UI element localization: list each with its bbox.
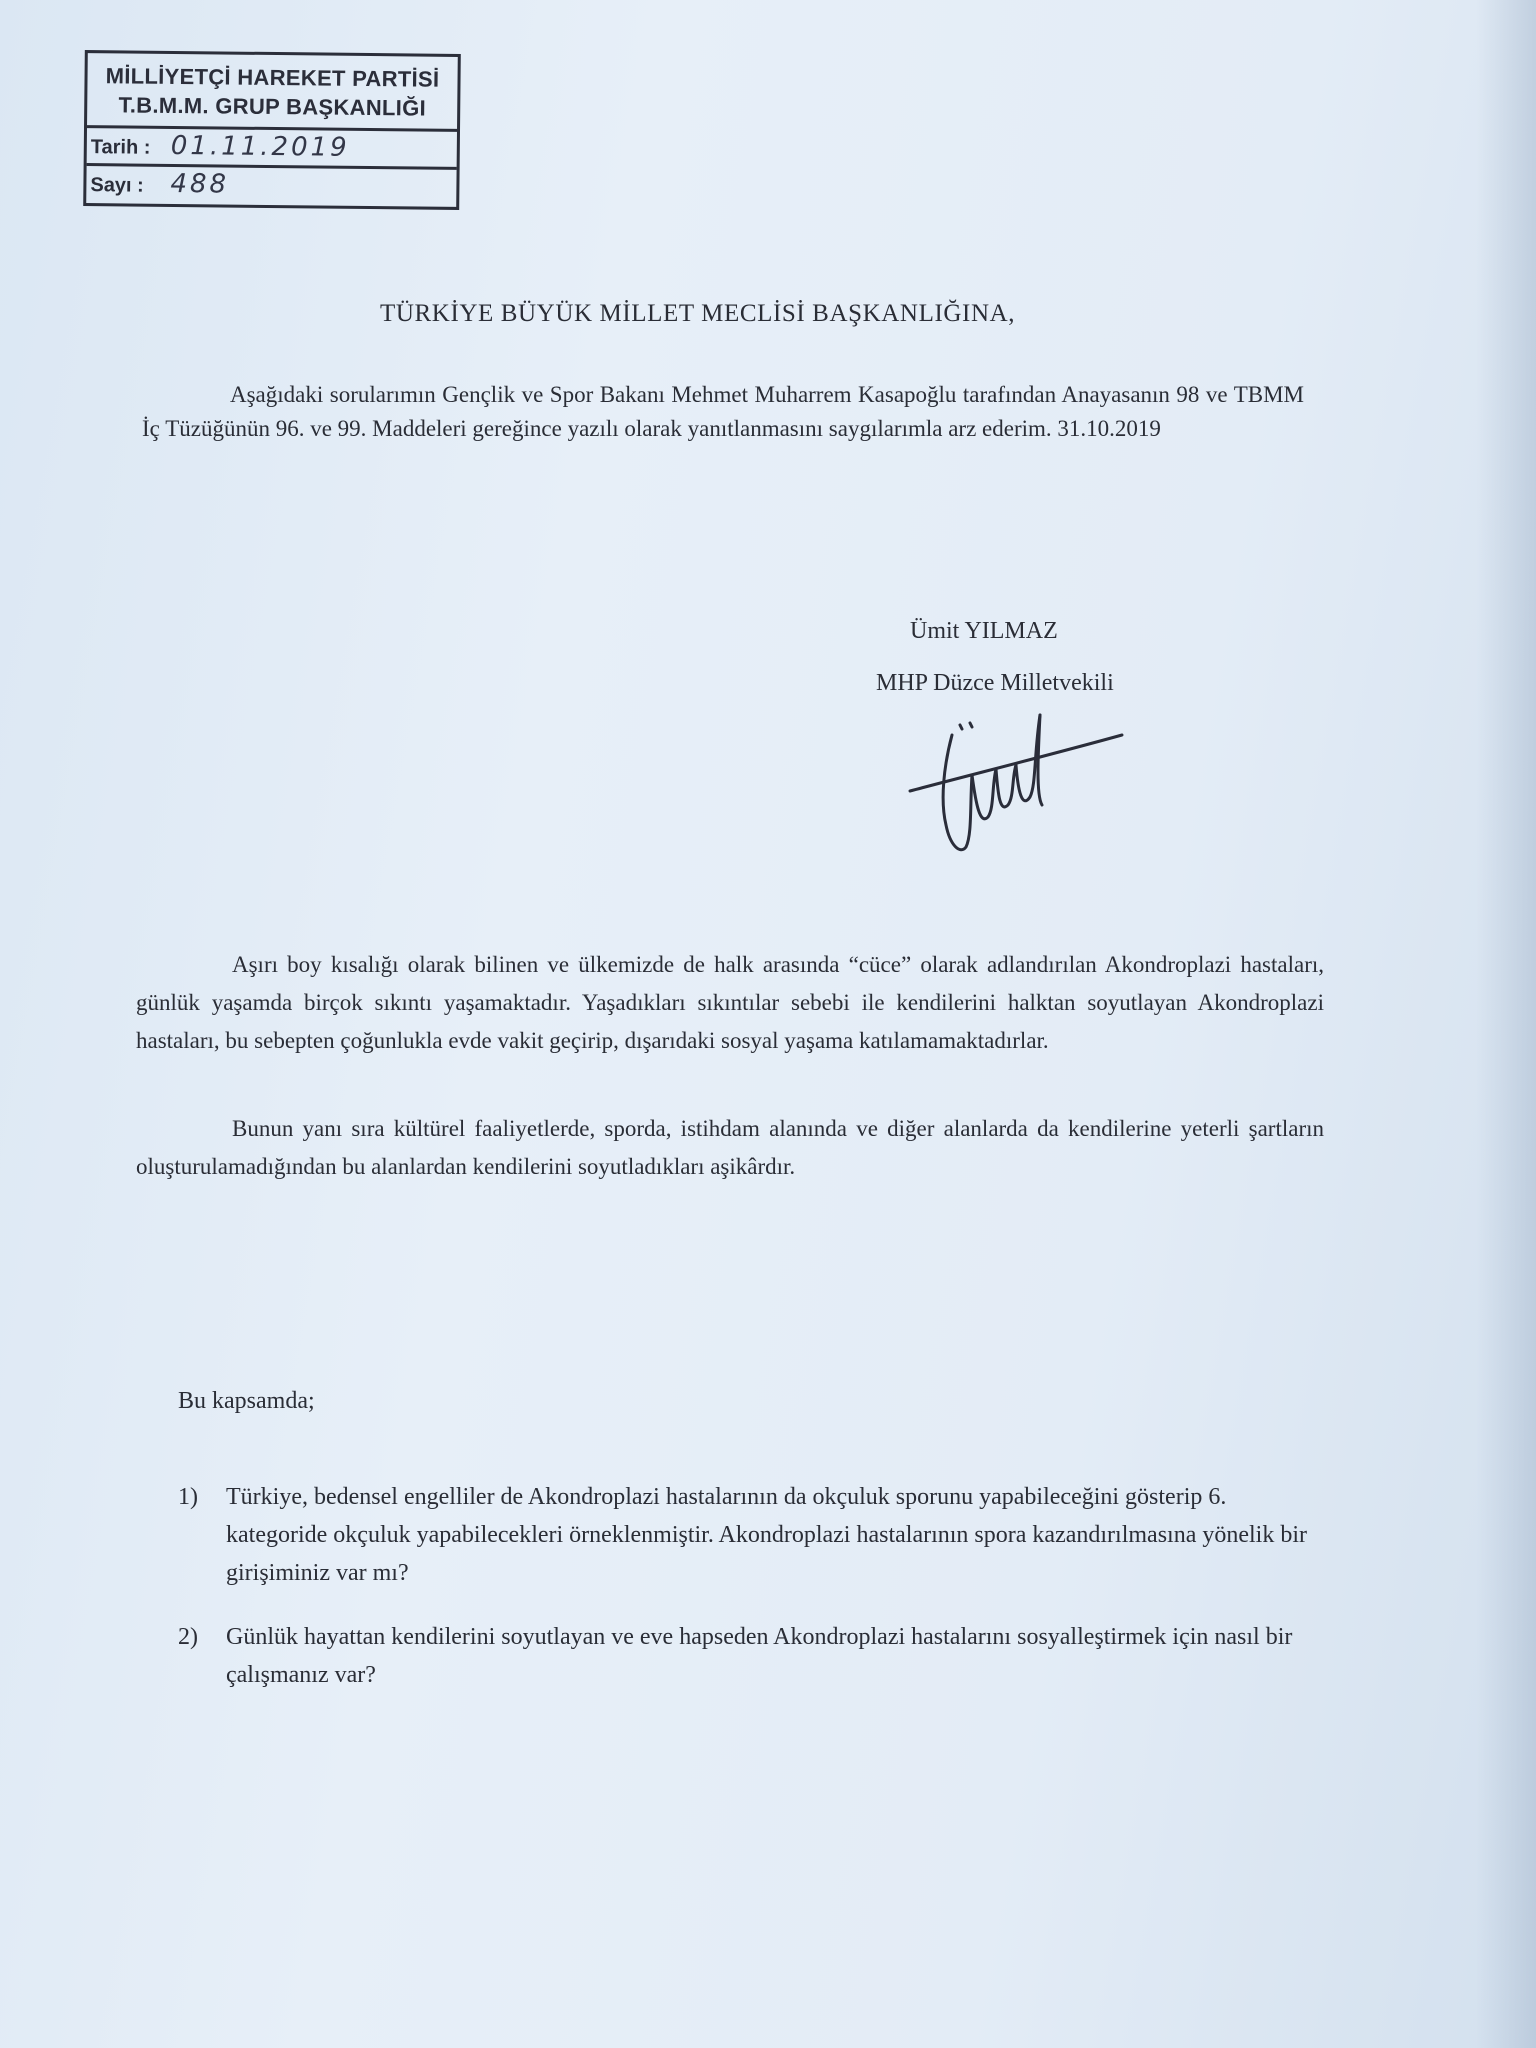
- party-stamp: [83, 50, 461, 210]
- question-number: 2): [178, 1624, 198, 1650]
- signer-name: Ümit YILMAZ: [910, 618, 1058, 644]
- body-paragraph-2: Bunun yanı sıra kültürel faaliyetlerde, sporda, istihdam alanında ve diğer alanlarda da kendilerine yeterli şartların oluşturulamadığından bu alanlardan kendilerini soyutladıkları aşikârdır.: [136, 1116, 1324, 1179]
- stamp-number-label: Sayı :: [90, 174, 144, 197]
- intro-paragraph: Aşağıdaki sorularımın Gençlik ve Spor Bakanı Mehmet Muharrem Kasapoğlu tarafından Anayasanın 98 ve TBMM İç Tüzüğünün 96. ve 99. Maddeleri gereğince yazılı olarak yanıtlanmasını saygılarımla arz ederim. 31.10.2019: [142, 382, 1304, 441]
- stamp-party-name: MİLLİYETÇİ HAREKET PARTİSİ: [105, 63, 440, 92]
- questions-lead: Bu kapsamda;: [178, 1388, 315, 1414]
- signer-title: MHP Düzce Milletvekili: [876, 670, 1114, 696]
- question-text: Türkiye, bedensel engelliler de Akondroplazi hastalarının da okçuluk sporunu yapabileceğini gösterip 6. kategoride okçuluk yapabilecekleri örneklenmiştir. Akondroplazi hastalarının spora kazandırılmasına yönelik bir girişiminiz var mı?: [226, 1484, 1307, 1586]
- question-text: Günlük hayattan kendilerini soyutlayan ve eve hapseden Akondroplazi hastalarını sosyalleştirmek için nasıl bir çalışmanız var?: [226, 1624, 1293, 1688]
- handwritten-signature: [900, 705, 1140, 865]
- stamp-date-label: Tarih :: [90, 136, 151, 159]
- stamp-header: [87, 53, 458, 132]
- stamp-number-value: 488: [170, 168, 230, 200]
- body-paragraph-1: Aşırı boy kısalığı olarak bilinen ve ülkemizde de halk arasında “cüce” olarak adlandırılan Akondroplazi hastaları, günlük yaşamda birçok sıkıntı yaşamaktadır. Yaşadıkları sıkıntılar sebebi ile kendilerini halktan soyutlayan Akondroplazi hastaları, bu sebepten çoğunlukla evde vakit geçirip, dışarıdaki sosyal yaşama katılamamaktadırlar.: [136, 952, 1324, 1053]
- letter-heading: TÜRKİYE BÜYÜK MİLLET MECLİSİ BAŞKANLIĞINA,: [380, 300, 1016, 327]
- stamp-date-row: [87, 128, 457, 170]
- stamp-number-row: [86, 166, 456, 208]
- question-number: 1): [178, 1484, 198, 1510]
- stamp-date-value: 01.11.2019: [170, 130, 350, 163]
- stamp-department: T.B.M.M. GRUP BAŞKANLIĞI: [118, 92, 427, 121]
